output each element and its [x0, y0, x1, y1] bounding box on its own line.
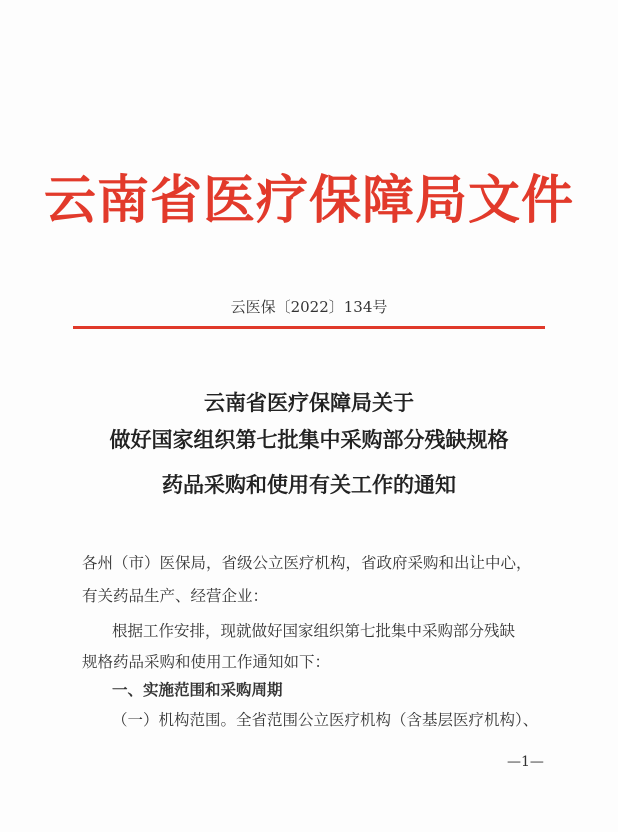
- notice-title-line-3: 药品采购和使用有关工作的通知: [162, 472, 456, 497]
- section-1-item-1: （一）机构范围。全省范围公立医疗机构（含基层医疗机构）、: [112, 711, 539, 729]
- red-divider-line: [73, 326, 545, 329]
- paragraph-1-line-1: 根据工作安排，现就做好国家组织第七批集中采购部分残缺: [112, 622, 516, 640]
- agency-title: 云南省医疗保障局文件: [43, 170, 574, 231]
- notice-title-line-1: 云南省医疗保障局关于: [204, 390, 414, 415]
- notice-title-line-2: 做好国家组织第七批集中采购部分残缺规格: [109, 427, 509, 452]
- page-number: —1—: [507, 754, 544, 770]
- addressee-line-1: 各州（市）医保局，省级公立医疗机构，省政府采购和出让中心，: [82, 554, 532, 572]
- addressee-line-2: 有关药品生产、经营企业：: [82, 587, 269, 605]
- section-1-heading: 一、实施范围和采购周期: [112, 680, 283, 699]
- document-number: 云医保〔2022〕134号: [230, 298, 388, 316]
- paragraph-1-line-2: 规格药品采购和使用工作通知如下：: [82, 653, 331, 671]
